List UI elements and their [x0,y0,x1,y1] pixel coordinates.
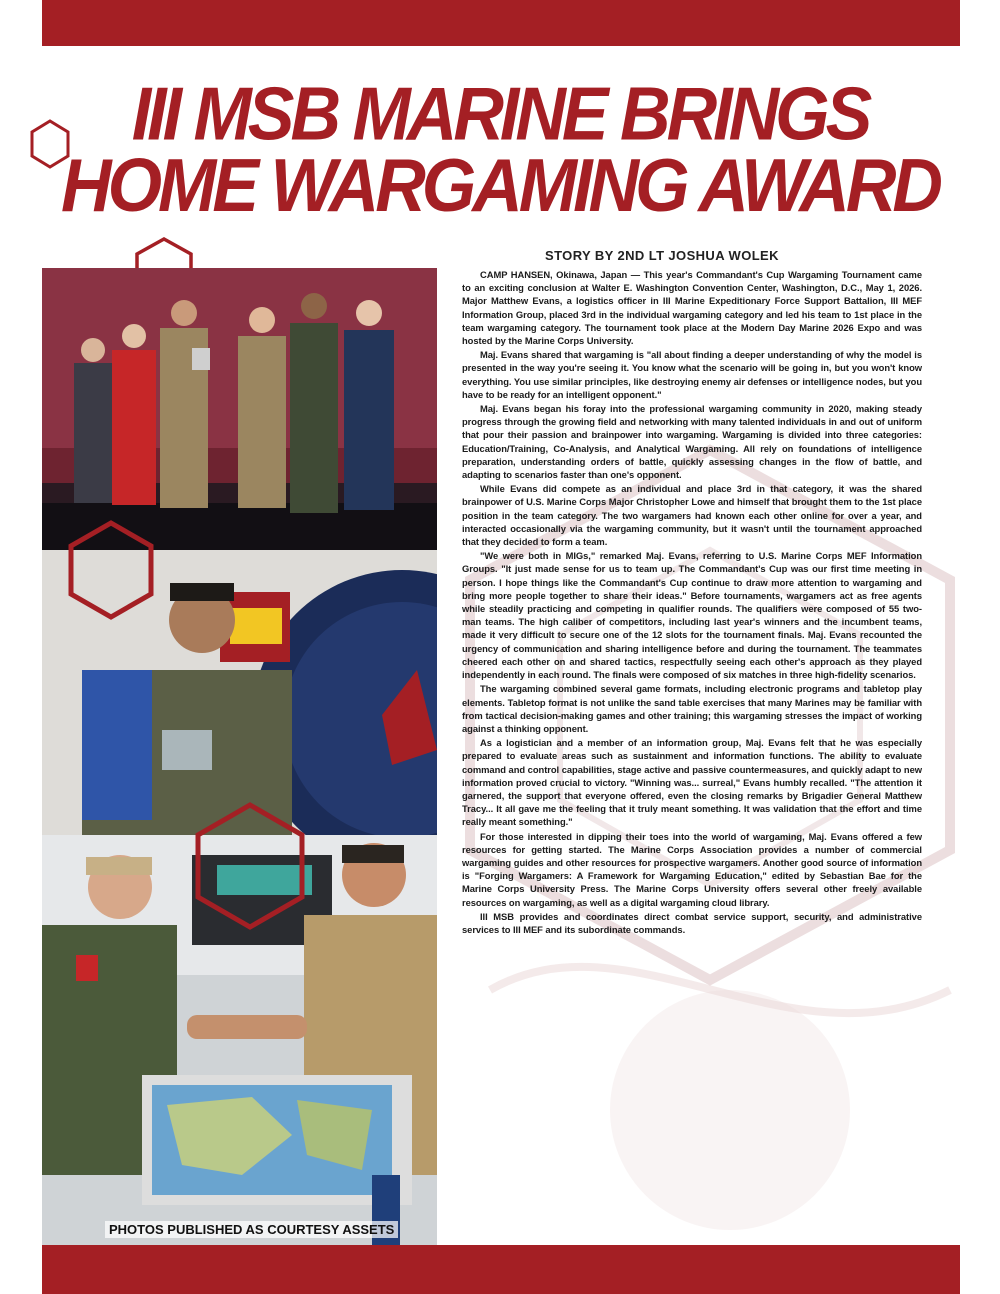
headline [60,71,940,228]
article-paragraph-5: "We were both in MIGs," remarked Maj. Evans, referring to U.S. Marine Corps MEF Information Groups. "It just made sense for us to team up. The Commandant's Cup was our first time meeting in person. I hope things like the Commandant's Cup continue to draw more attention to wargaming and bring more people together to share their ideas." Before tournaments, wargamers act as free agents while steadily practicing and competing in qualifier rounds. The qualifiers were composed of 55 two-man teams. The high caliber of competitors, including last year's winners and the incumbent teams, made it very difficult to secure one of the 12 slots for the tournament finals. Maj. Evans recounted the urgency of communication and sharing intelligence before and during the tournament. The teammates cheered each other on and shared tactics, respectfully seeing each other's approach as they played independently in each round. The finals were composed of six matches in three high-fidelity scenarios. [462,550,922,681]
top-red-band [42,0,960,46]
article-paragraph-6: The wargaming combined several game formats, including electronic programs and tabletop play elements. Tabletop format is not unlike the sand table exercises that many Marines may be familiar with from tactical decision-making games and other training; this wargaming stresses the impact of working against a thinking opponent. [462,683,922,734]
article-paragraph-2: Maj. Evans shared that wargaming is "all about finding a deeper understanding of why the model is presented in the way you're seeing it. You know what the scenario will be going in, but you won't know everything. You use similar principles, like destroying enemy air defenses or intelligence nodes, but you have to be ready for an intelligent opponent." [462,349,922,400]
headline-line-1: III MSB MARINE BRINGS [131,71,869,156]
person-3 [160,300,210,508]
person-6 [344,300,394,510]
article-paragraph-7: As a logistician and a member of an information group, Maj. Evans felt that he was especially prepared to evaluate areas such as sustainment and information functions. The ability to evaluate command and control capabilities, stage active and passive countermeasures, and quickly adapt to new information proved crucial to victory. "Winning was... surreal," Evans humbly recalled. "The attention it garnered, the support that everyone offered, even the closing remarks by Brigadier General Matthew Tracy... It all gave me the feeling that it truly meant something. It was validation that the effort and time really meant something." [462,737,922,828]
article-paragraph-3: Maj. Evans began his foray into the professional wargaming community in 2020, making steady progress through the growing field and networking with many talented individuals in and out of uniform that pour their passion and brainpower into wargaming. Wargaming is divided into three categories: Education/Training, Co-Analysis, and Analytical Wargaming. All rely on foundations of intelligence preparation, understanding orders of battle, quickly assessing changes in the flow of battle, and adapting to scenarios faster than one's opponent. [462,403,922,481]
person-5 [290,293,338,513]
handshake [187,1015,307,1039]
watermark-figure [610,990,850,1230]
article-paragraph-9: III MSB provides and coordinates direct combat service support, security, and administrative services to III MEF and its subordinate commands. [462,910,922,935]
hexagon-icon-bottom-photo [192,800,308,932]
article-body [462,268,922,937]
person-2 [112,324,156,505]
person-4 [238,307,286,508]
hexagon-icon-left-edge [28,118,72,170]
article-paragraph-1: CAMP HANSEN, Okinawa, Japan — This year's Commandant's Cup Wargaming Tournament came to an exciting conclusion at Walter E. Washington Convention Center, Washington, D.C., May 1, 2026. Major Matthew Evans, a logistics officer in III Marine Expeditionary Force Support Battalion, III MEF Information Group, placed 3rd in the individual wargaming category and led his team to 1st place in the team wargaming category. The tournament took place at the Modern Day Marine 2026 Expo and was hosted by the Marine Corps University. [462,269,922,347]
wargaming-board [142,1075,412,1205]
photo-award-ceremony [42,268,437,550]
hexagon-icon-middle-photo [66,519,156,621]
byline: STORY BY 2ND LT JOSHUA WOLEK [545,248,779,263]
bottom-red-band [42,1245,960,1294]
article-paragraph-8: For those interested in dipping their toes into the world of wargaming, Maj. Evans offered a few resources for getting started. The Marine Corps Association provides a number of commercial wargaming guides and other resources for prospective wargamers. Another good source of information is "Forging Wargamers: A Framework for Wargaming Education," edited by Sebastian Bae for the Marine Corps University Press. The Marine Corps University offers several other freely available resources on wargaming, as well as a digital wargaming cloud library. [462,830,922,908]
article-paragraph-4: While Evans did compete as an individual and place 3rd in that category, it was the shared brainpower of U.S. Marine Corps Major Christopher Lowe and himself that brought them to the 1st place position in the team category. The two wargamers had known each other online for over a year, and interacted occasionally via the wargaming community, but it wasn't until the tournament approached that they decided to form a team. [462,483,922,548]
photo-credit: PHOTOS PUBLISHED AS COURTESY ASSETS [105,1221,398,1238]
headline-line-2: HOME WARGAMING AWARD [61,142,939,228]
